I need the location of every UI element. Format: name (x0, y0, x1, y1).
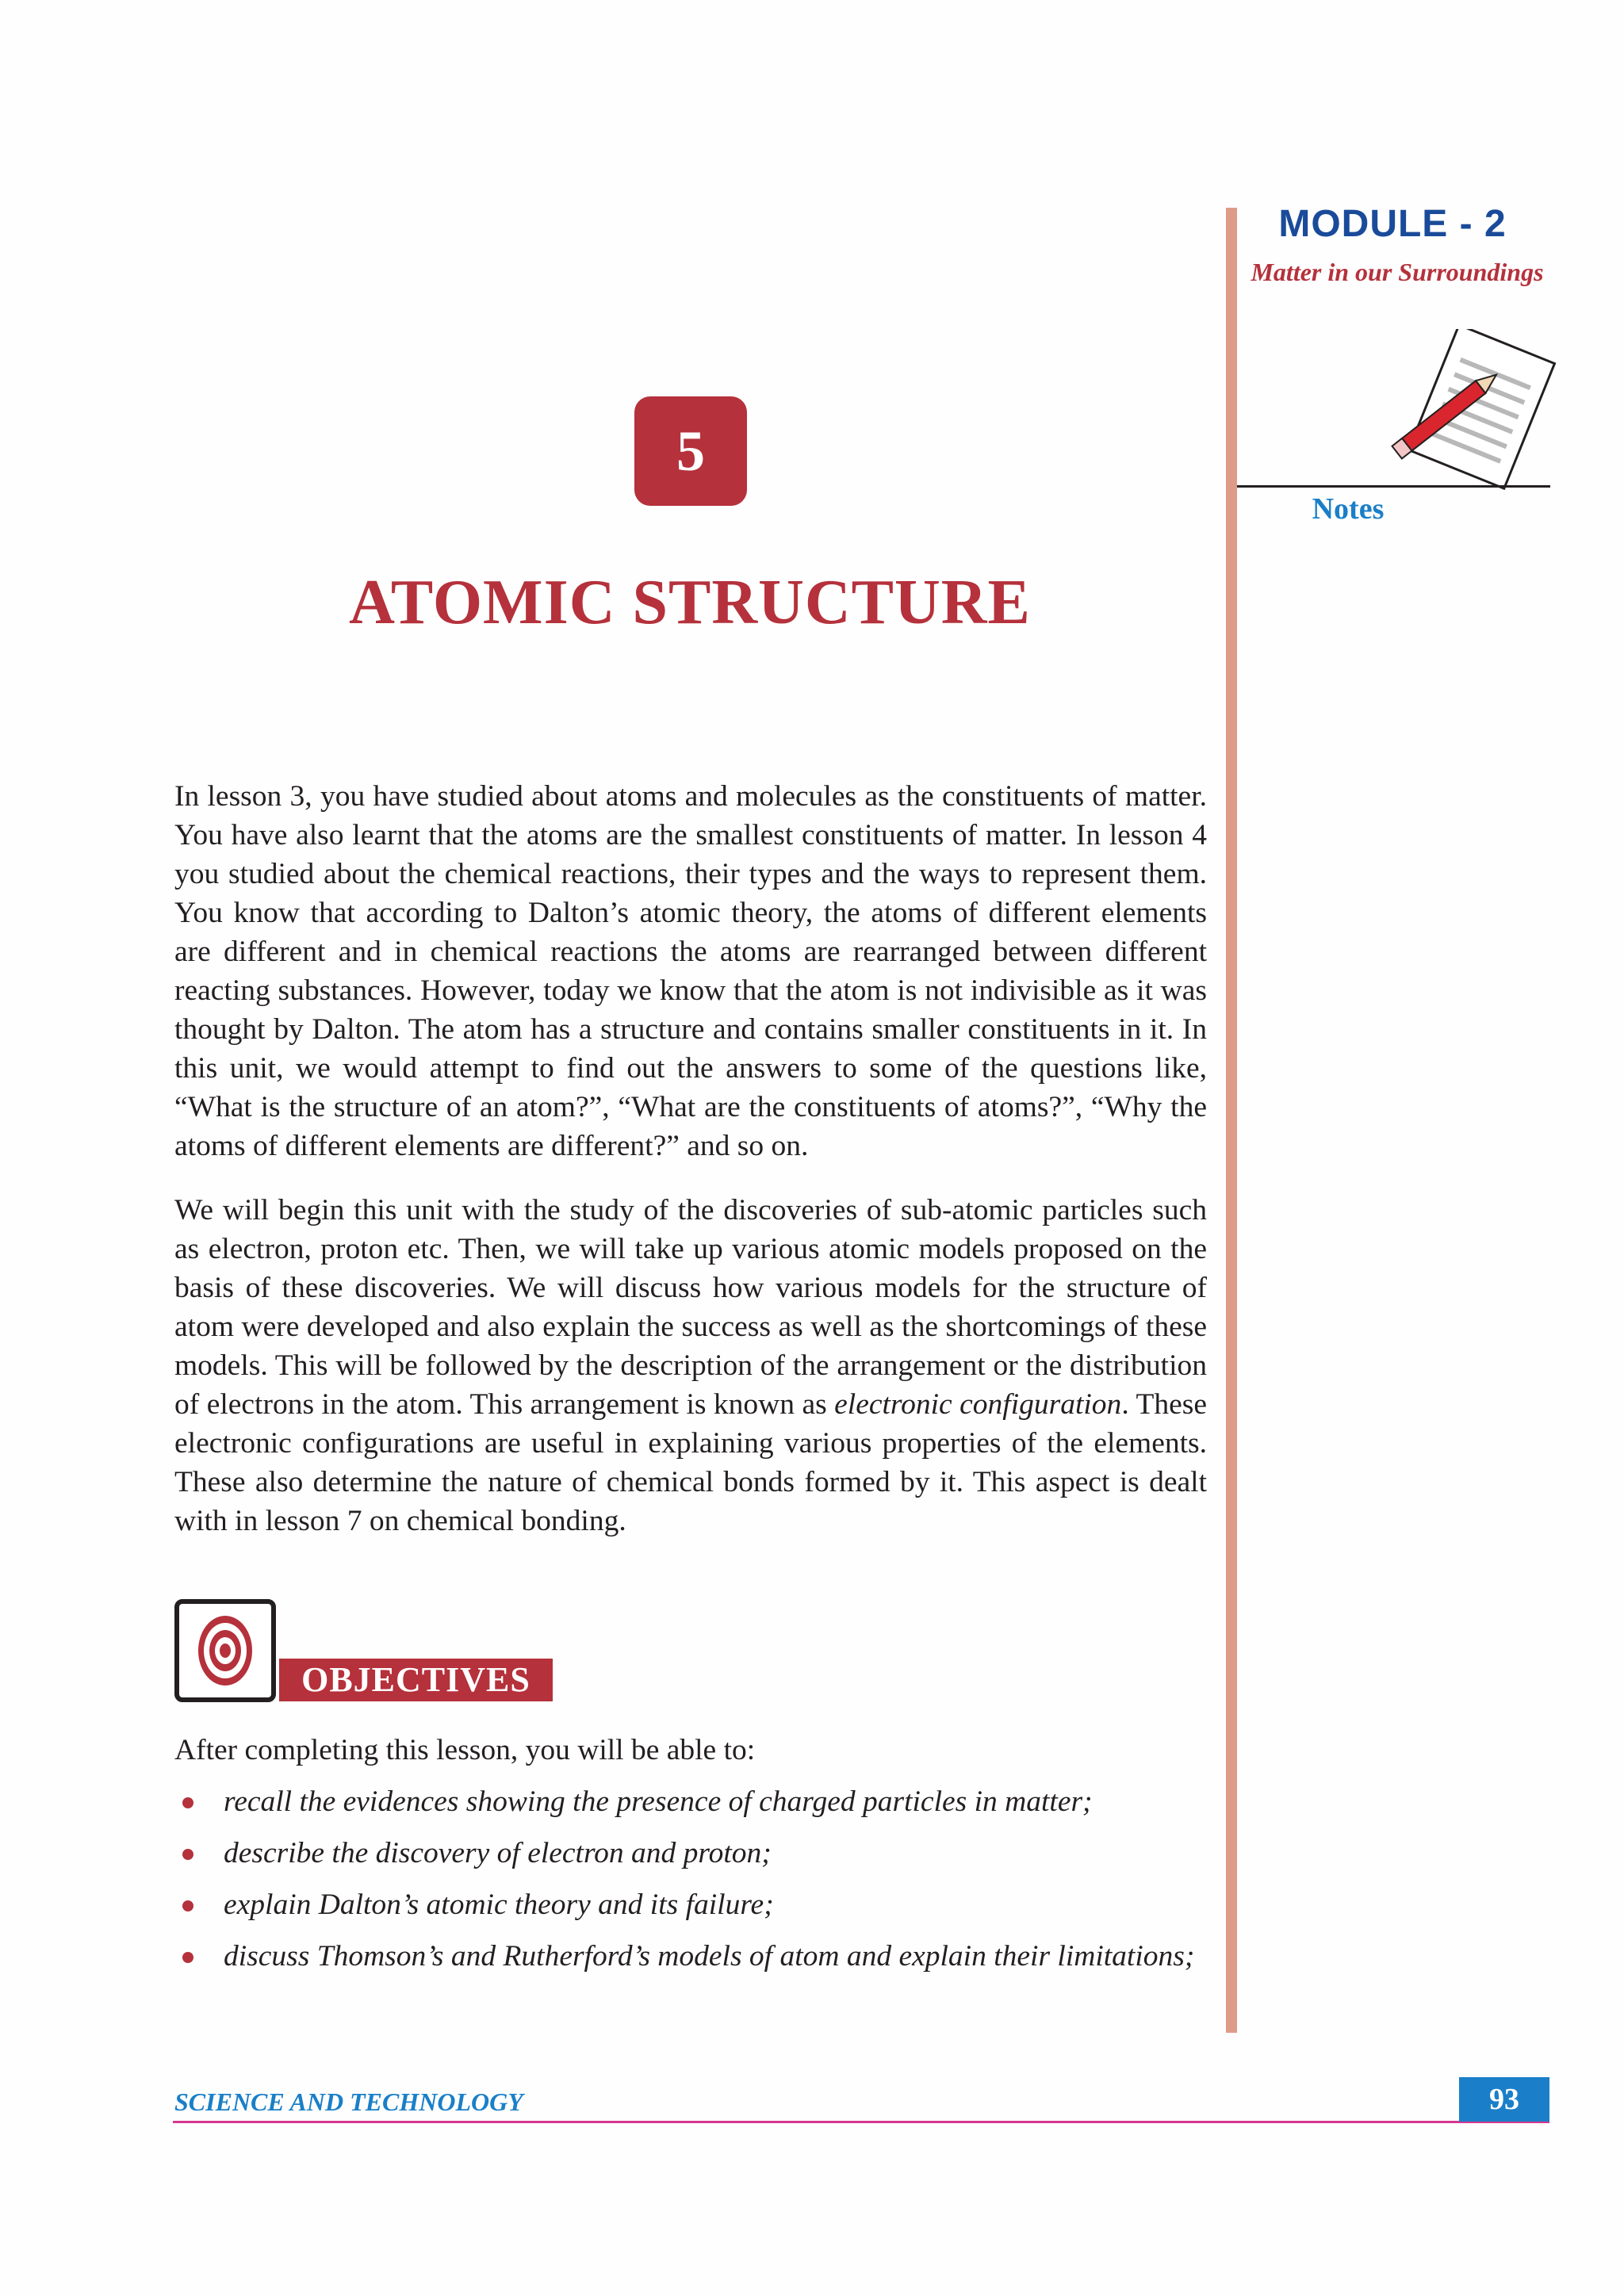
objective-item: explain Dalton’s atomic theory and its failure; (174, 1885, 1207, 1925)
footer-divider (173, 2121, 1549, 2123)
target-icon (174, 1599, 276, 1702)
objective-item: recall the evidences showing the presence of charged particles in matter; (174, 1782, 1207, 1822)
term-electronic-configuration: electronic configuration (834, 1388, 1122, 1421)
sidebar-divider (1226, 208, 1237, 2033)
intro-paragraph-1: In lesson 3, you have studied about atoms and molecules as the constituents of matter. You have also learnt that the atoms are the smallest constituents of matter. In lesson 4 you studied about the chemical reactions, their types and the ways to represent them. You know that according to Dalton’s atomic theory, the atoms of different elements are different and in chemical reactions the atoms are rearranged between different reacting substances. However, today we know that the atom is not indivisible as it was thought by Dalton. The atom has a structure and contains smaller constituents in it. In this unit, we would attempt to find out the answers to some of the questions like, “What is the structure of an atom?”, “What are the constituents of atoms?”, “Why the atoms of different elements are different?” and so on. (174, 780, 1207, 1162)
intro-paragraph-2 (174, 1191, 1207, 1540)
notes-pencil-icon (1380, 329, 1562, 499)
objectives-heading: OBJECTIVES (279, 1659, 553, 1701)
notes-divider (1237, 485, 1550, 488)
page-number: 93 (1459, 2077, 1549, 2122)
objectives-list (174, 1782, 1207, 1988)
objective-item: describe the discovery of electron and proton; (174, 1834, 1207, 1873)
intro-paragraph-2-text-end: . These electronic configurations are useful in explaining various properties of the elements. These also determine the nature of chemical bonds formed by it. This aspect is dealt with in lesson 7 on chemical bonding. (174, 1388, 1207, 1537)
chapter-number-badge: 5 (634, 396, 747, 506)
module-subtitle: Matter in our Surroundings (1251, 258, 1544, 286)
notes-label: Notes (1312, 492, 1385, 526)
module-title: MODULE - 2 (1278, 203, 1507, 245)
intro-paragraph-2-text: We will begin this unit with the study of the discoveries of sub-atomic particles such as electron, proton etc. Then, we will take up various atomic models proposed on the basis of these discoveries. We will discuss how various models for the structure of atom were developed and also explain the success as well as the shortcomings of these models. This will be followed by the description of the arrangement or the distribution of electrons in the atom. This arrangement is known as (174, 1194, 1207, 1421)
objective-item: discuss Thomson’s and Rutherford’s models of atom and explain their limitations; (174, 1937, 1207, 1976)
objectives-intro: After completing this lesson, you will be able to: (174, 1734, 756, 1766)
footer-book-title: SCIENCE AND TECHNOLOGY (174, 2087, 523, 2116)
chapter-title: ATOMIC STRUCTURE (349, 568, 1031, 637)
